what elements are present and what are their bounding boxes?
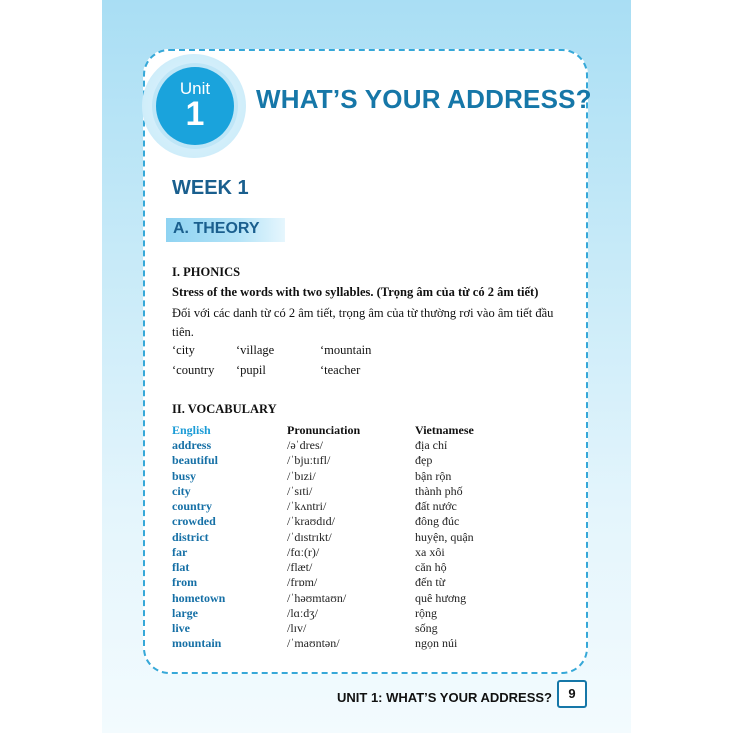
vocab-vietnamese: ngọn núi bbox=[415, 636, 458, 651]
vocab-pronunciation: /ˈkʌntri/ bbox=[287, 499, 327, 513]
vocab-vietnamese: căn hộ bbox=[415, 560, 447, 574]
vocab-english: crowded bbox=[172, 514, 216, 529]
vocab-english: mountain bbox=[172, 636, 222, 651]
vocab-vietnamese: đẹp bbox=[415, 453, 433, 468]
vocab-english: district bbox=[172, 529, 209, 544]
unit-number: 1 bbox=[185, 95, 205, 133]
stress-word: ‘country bbox=[172, 363, 215, 377]
stress-word: ‘teacher bbox=[320, 363, 361, 377]
phonics-subheading: Stress of the words with two syllables. (Trọng âm của từ có 2 âm tiết) bbox=[172, 285, 539, 299]
vocab-pronunciation: /lɪv/ bbox=[287, 621, 307, 635]
vocab-english: from bbox=[172, 575, 198, 590]
vocab-english: hometown bbox=[172, 590, 226, 605]
vocab-english: flat bbox=[172, 560, 190, 574]
page-number: 9 bbox=[557, 680, 587, 708]
column-header-pronunciation: Pronunciation bbox=[287, 423, 361, 437]
vocab-pronunciation: /ˈbɪzi/ bbox=[287, 468, 316, 483]
week-heading: WEEK 1 bbox=[172, 177, 249, 199]
unit-title: WHAT’S YOUR ADDRESS? bbox=[256, 84, 592, 114]
vocab-pronunciation: /flæt/ bbox=[287, 560, 313, 574]
vocab-vietnamese: sống bbox=[415, 621, 438, 635]
stress-word: ‘city bbox=[172, 343, 195, 357]
column-header-english: English bbox=[172, 423, 211, 437]
vocab-english: busy bbox=[172, 468, 197, 483]
vocab-vietnamese: thành phố bbox=[415, 483, 463, 498]
column-header-vietnamese: Vietnamese bbox=[415, 423, 474, 437]
vocab-english: city bbox=[172, 483, 191, 498]
vocab-english: large bbox=[172, 605, 198, 620]
vocab-vietnamese: đông đúc bbox=[415, 514, 460, 529]
vocab-pronunciation: /ˈbjuːtɪfl/ bbox=[287, 453, 331, 468]
vocab-english: beautiful bbox=[172, 453, 219, 468]
section-heading: A. THEORY bbox=[173, 220, 260, 237]
phonics-paragraph-line2: tiên. bbox=[172, 325, 194, 339]
running-footer-title: UNIT 1: WHAT’S YOUR ADDRESS? bbox=[337, 690, 552, 705]
stress-word: ‘mountain bbox=[320, 343, 372, 357]
vocab-vietnamese: quê hương bbox=[415, 590, 467, 605]
vocab-vietnamese: bận rộn bbox=[415, 468, 452, 483]
vocab-vietnamese: đất nước bbox=[415, 499, 457, 513]
vocab-pronunciation: /ˈdɪstrɪkt/ bbox=[287, 529, 332, 544]
vocab-pronunciation: /lɑːdʒ/ bbox=[287, 605, 318, 620]
vocab-vietnamese: địa chỉ bbox=[415, 438, 448, 452]
vocab-english: address bbox=[172, 438, 212, 452]
vocab-vietnamese: huyện, quận bbox=[415, 529, 474, 544]
vocab-english: live bbox=[172, 621, 190, 635]
vocab-pronunciation: /ˈhəʊmtaʊn/ bbox=[287, 590, 347, 605]
vocab-pronunciation: /frɒm/ bbox=[287, 575, 318, 590]
unit-label: Unit bbox=[179, 79, 211, 98]
vocab-pronunciation: /ˈkraʊdɪd/ bbox=[287, 514, 335, 529]
vocab-vietnamese: rộng bbox=[415, 605, 437, 620]
vocab-vietnamese: đến từ bbox=[415, 575, 446, 590]
stress-word: ‘village bbox=[236, 343, 275, 357]
vocabulary-heading: II. VOCABULARY bbox=[172, 402, 277, 416]
vocab-vietnamese: xa xôi bbox=[415, 544, 445, 559]
vocab-pronunciation: /fɑː(r)/ bbox=[287, 544, 320, 559]
vocab-pronunciation: /əˈdres/ bbox=[287, 438, 323, 452]
phonics-heading: I. PHONICS bbox=[172, 265, 241, 279]
unit-badge bbox=[156, 67, 234, 145]
stress-word: ‘pupil bbox=[236, 363, 266, 377]
vocab-english: far bbox=[172, 544, 188, 559]
vocab-pronunciation: /ˈsɪti/ bbox=[287, 483, 313, 498]
vocab-english: country bbox=[172, 499, 212, 513]
phonics-paragraph-line1: Đối với các danh từ có 2 âm tiết, trọng âm của từ thường rơi vào âm tiết đầu bbox=[172, 306, 554, 320]
vocab-pronunciation: /ˈmaʊntən/ bbox=[287, 636, 340, 651]
